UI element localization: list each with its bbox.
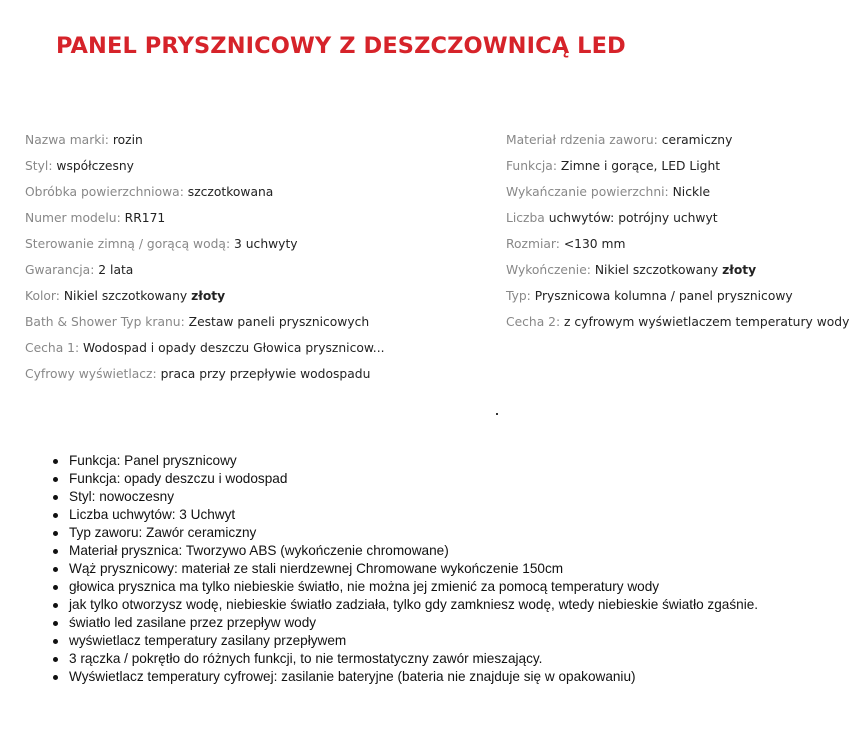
spec-value-bold: złoty (722, 263, 757, 277)
spec-value: 3 uchwyty (234, 237, 298, 251)
spec-label: Funkcja: (506, 159, 557, 173)
list-item: Funkcja: opady deszczu i wodospad (52, 470, 758, 488)
list-item: Styl: nowoczesny (52, 488, 758, 506)
spec-row-function (506, 156, 849, 182)
spec-row-handles (506, 208, 849, 234)
spec-row-brand (25, 130, 385, 156)
spec-row-valve-core (506, 130, 849, 156)
list-item: Typ zaworu: Zawór ceramiczny (52, 524, 758, 542)
spec-value: szczotkowana (187, 185, 274, 199)
spec-row-water-control (25, 234, 385, 260)
spec-label: Cecha 1: (25, 341, 80, 355)
spec-value: z cyfrowym wyświetlaczem temperatury wody (564, 315, 850, 329)
spec-label: Numer modelu: (25, 211, 121, 225)
spec-value: RR171 (124, 211, 166, 225)
spec-label: Cyfrowy wyświetlacz: (25, 367, 157, 381)
list-item: jak tylko otworzysz wodę, niebieskie światło zadziała, tylko gdy zamkniesz wodę, wtedy niebieskie światło zgaśnie. (52, 596, 758, 614)
spec-value: ceramiczny (661, 133, 733, 147)
spec-value: Nikiel szczotkowany (63, 289, 188, 303)
list-item: wyświetlacz temperatury zasilany przepływem (52, 632, 758, 650)
list-item: głowica prysznica ma tylko niebieskie światło, nie można jej zmienić za pomocą temperatury wody (52, 578, 758, 596)
spec-row-color (25, 286, 385, 312)
spec-label: Obróbka powierzchniowa: (25, 185, 184, 199)
spec-row-digital-display (25, 364, 385, 390)
spec-label: Bath & Shower Typ kranu: (25, 315, 185, 329)
specs-right-column (506, 130, 849, 338)
spec-row-type (506, 286, 849, 312)
spec-label: Kolor: (25, 289, 60, 303)
spec-value: Zimne i gorące, LED Light (560, 159, 721, 173)
spec-label: Nazwa marki: (25, 133, 109, 147)
spec-value-bold: złoty (191, 289, 226, 303)
spec-row-style (25, 156, 385, 182)
spec-label: Sterowanie zimną / gorącą wodą: (25, 237, 231, 251)
separator-dot (496, 413, 498, 415)
feature-list (52, 452, 758, 686)
list-item: Funkcja: Panel prysznicowy (52, 452, 758, 470)
spec-label: Liczba (506, 211, 545, 225)
spec-row-finish (506, 260, 849, 286)
spec-value: współczesny (56, 159, 134, 173)
spec-value: Zestaw paneli prysznicowych (188, 315, 370, 329)
spec-label: Typ: (506, 289, 531, 303)
list-item: światło led zasilane przez przepływ wody (52, 614, 758, 632)
spec-value: Nikiel szczotkowany (594, 263, 719, 277)
spec-row-faucet-type (25, 312, 385, 338)
spec-label: Materiał rdzenia zaworu: (506, 133, 658, 147)
spec-value: Prysznicowa kolumna / panel prysznicowy (534, 289, 793, 303)
list-item: 3 rączka / pokrętło do różnych funkcji, to nie termostatyczny zawór mieszający. (52, 650, 758, 668)
spec-value: Nickle (672, 185, 711, 199)
spec-value: rozin (112, 133, 143, 147)
spec-label: Cecha 2: (506, 315, 561, 329)
spec-row-surface-treatment (25, 182, 385, 208)
list-item: Materiał prysznica: Tworzywo ABS (wykończenie chromowane) (52, 542, 758, 560)
spec-label: Styl: (25, 159, 53, 173)
spec-value: praca przy przepływie wodospadu (160, 367, 371, 381)
spec-row-size (506, 234, 849, 260)
spec-value: <130 mm (563, 237, 626, 251)
spec-row-warranty (25, 260, 385, 286)
spec-row-feature-1 (25, 338, 385, 364)
spec-label: Wykończenie: (506, 263, 591, 277)
list-item: Liczba uchwytów: 3 Uchwyt (52, 506, 758, 524)
specs-left-column (25, 130, 385, 390)
spec-row-model-number (25, 208, 385, 234)
spec-value: 2 lata (98, 263, 134, 277)
spec-label: Rozmiar: (506, 237, 560, 251)
list-item: Wyświetlacz temperatury cyfrowej: zasilanie bateryjne (bateria nie znajduje się w opakowaniu) (52, 668, 758, 686)
spec-row-surface-finish (506, 182, 849, 208)
spec-label: Wykańczanie powierzchni: (506, 185, 669, 199)
spec-label: Gwarancja: (25, 263, 95, 277)
list-item: Wąż prysznicowy: materiał ze stali nierdzewnej Chromowane wykończenie 150cm (52, 560, 758, 578)
page-title: PANEL PRYSZNICOWY Z DESZCZOWNICĄ LED (56, 33, 626, 59)
spec-row-feature-2 (506, 312, 849, 338)
spec-value: Wodospad i opady deszczu Głowica prysznicow... (83, 341, 385, 355)
spec-value: uchwytów: potrójny uchwyt (548, 211, 718, 225)
